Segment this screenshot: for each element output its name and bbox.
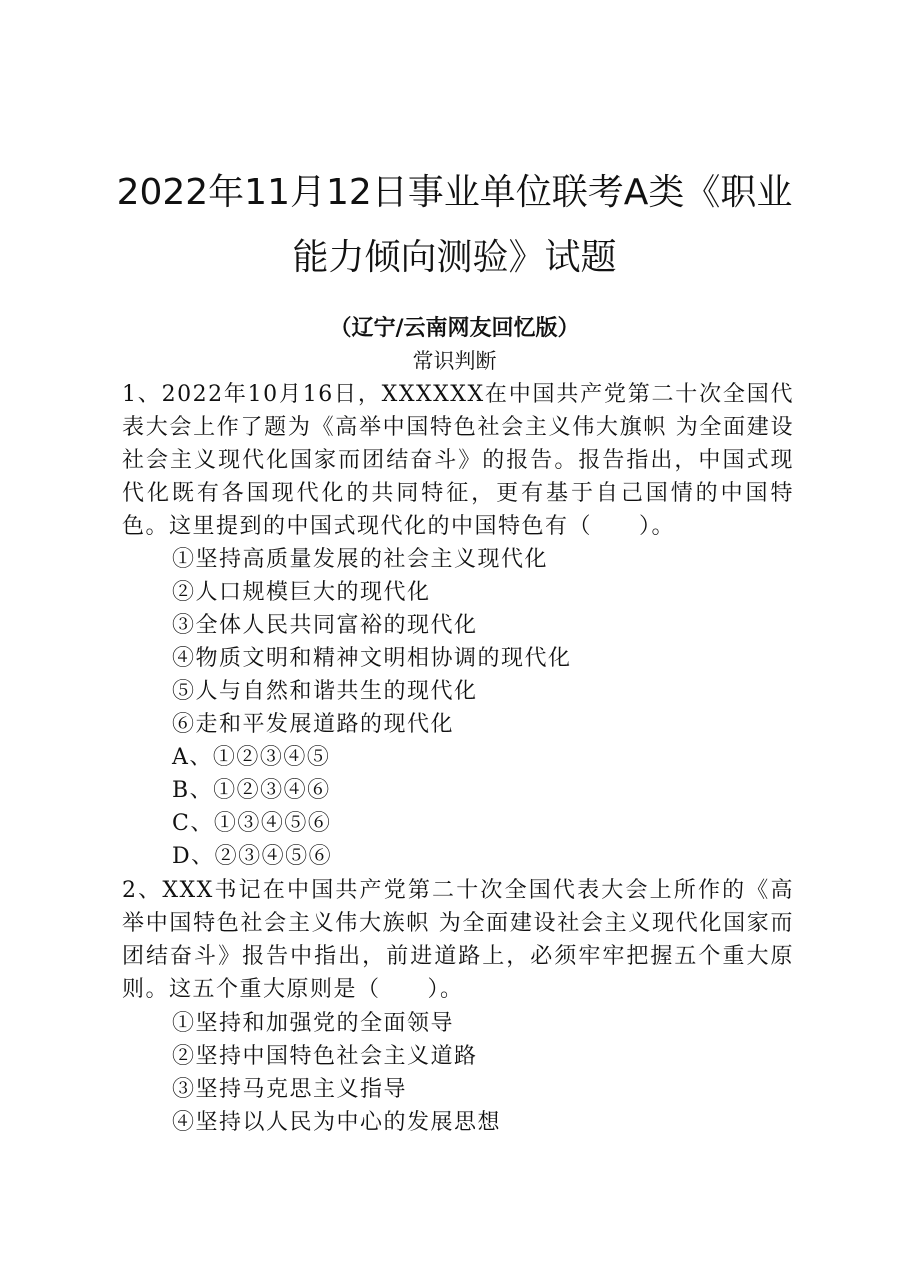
question-1-options bbox=[172, 543, 572, 873]
question-2-item: ②坚持中国特色社会主义道路 bbox=[172, 1044, 478, 1069]
question-1-item: ②人口规模巨大的现代化 bbox=[172, 580, 431, 605]
question-1-item: ④物质文明和精神文明相协调的现代化 bbox=[172, 646, 572, 671]
question-1-choice-d: D、②③④⑤⑥ bbox=[172, 844, 333, 869]
document-subtitle: （辽宁/云南网友回忆版） bbox=[329, 315, 580, 341]
question-1-stem: 1、2022年10月16日，XXXXXX在中国共产党第二十次全国代表大会上作了题为《高举中国特色社会主义伟大旗帜 为全面建设社会主义现代化国家而团结奋斗》的报告。报告指出，中国式现代化既有各国现代化的共同特征，更有基于自己国情的中国特色。这里提到的中国式现代化的中国特色有（ ）。 bbox=[122, 382, 794, 539]
question-1-choice-b: B、①②③④⑥ bbox=[172, 778, 331, 803]
question-1-item: ③全体人民共同富裕的现代化 bbox=[172, 613, 478, 638]
question-2-options bbox=[172, 1007, 501, 1139]
question-1-item: ⑤人与自然和谐共生的现代化 bbox=[172, 679, 478, 704]
question-1-choice-c: C、①③④⑤⑥ bbox=[172, 811, 332, 836]
question-1-item: ⑥走和平发展道路的现代化 bbox=[172, 712, 455, 737]
question-2-item: ④坚持以人民为中心的发展思想 bbox=[172, 1110, 502, 1135]
question-2-stem: 2、XXX书记在中国共产党第二十次全国代表大会上所作的《高举中国特色社会主义伟大族帜 为全面建设社会主义现代化国家而团结奋斗》报告中指出，前进道路上，必须牢牢把握五个重大原则。这五个重大原则是（ ）。 bbox=[122, 878, 794, 1002]
question-2-item: ①坚持和加强党的全面领导 bbox=[172, 1011, 455, 1036]
section-heading: 常识判断 bbox=[412, 349, 497, 373]
document-title-line-1: 2022年11月12日事业单位联考A类《职业 bbox=[116, 172, 793, 213]
question-2-item: ③坚持马克思主义指导 bbox=[172, 1077, 408, 1102]
question-1-item: ①坚持高质量发展的社会主义现代化 bbox=[172, 547, 549, 572]
question-1-choice-a: A、①②③④⑤ bbox=[172, 745, 331, 770]
document-title-line-2: 能力倾向测验》试题 bbox=[292, 237, 617, 278]
